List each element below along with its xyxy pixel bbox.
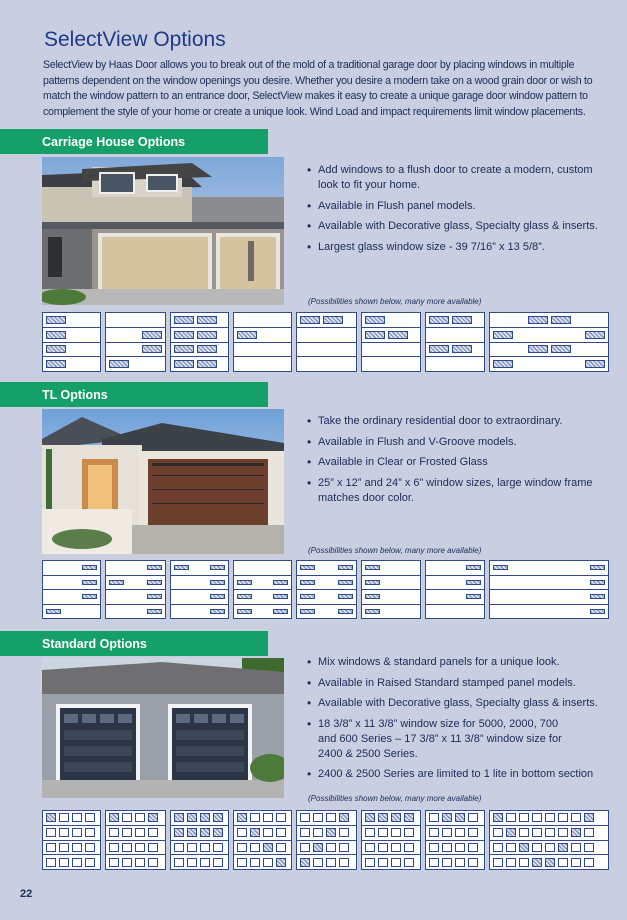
carriage-house-photo	[42, 157, 284, 305]
door-example	[296, 810, 357, 870]
carriage-house-heading: Carriage House Options	[0, 129, 268, 154]
carriage-door-examples	[42, 312, 609, 372]
door-example	[489, 560, 609, 619]
door-example	[233, 312, 292, 372]
door-example	[42, 560, 101, 619]
door-example	[170, 560, 229, 619]
standard-bullet: • Available in Raised Standard stamped panel models.	[306, 676, 606, 691]
tl-bullet: • Available in Clear or Frosted Glass	[306, 455, 606, 470]
standard-options-heading: Standard Options	[0, 631, 268, 656]
carriage-bullet: • Largest glass window size - 39 7/16” x 13 5/8”.	[306, 240, 606, 255]
carriage-house-bullets	[306, 163, 606, 260]
door-example	[105, 560, 166, 619]
door-example	[361, 810, 421, 870]
standard-options-bullets	[306, 655, 606, 788]
tl-possibilities-note: (Possibilities shown below, many more available)	[308, 546, 482, 555]
door-example	[233, 810, 292, 870]
intro-paragraph: SelectView by Haas Door allows you to break out of the mold of a traditional garage door by placing windows in multiple patterns dependent on the window openings you desire. Whether you desire a modern take on a wood grain door or wish to match the window pattern to an entrance door, SelectView makes it easy to create a unique garage door window pattern to complement the style of your home or create a unique look. Wind Load and impact requirements limit window placements.	[43, 59, 593, 118]
carriage-bullet: • Available in Flush panel models.	[306, 199, 606, 214]
tl-bullet: • 25” x 12” and 24” x 6” window sizes, large window frame matches door color.	[306, 476, 606, 506]
standard-possibilities-note: (Possibilities shown below, many more available)	[308, 794, 482, 803]
door-example	[170, 312, 229, 372]
door-example	[361, 312, 421, 372]
page-number: 22	[20, 888, 33, 900]
standard-bullet: • 18 3/8” x 11 3/8” window size for 5000, 2000, 700 and 600 Series – 17 3/8” x 11 3/8” window size for 2400 & 2500 Series.	[306, 717, 568, 762]
tl-door-examples	[42, 560, 609, 619]
door-example	[489, 810, 609, 870]
tl-options-photo	[42, 409, 284, 554]
door-example	[42, 810, 101, 870]
tl-bullet: • Available in Flush and V-Groove models.	[306, 435, 606, 450]
door-example	[105, 810, 166, 870]
carriage-bullet: • Available with Decorative glass, Specialty glass & inserts.	[306, 219, 606, 234]
door-example	[361, 560, 421, 619]
door-example	[42, 312, 101, 372]
door-example	[233, 560, 292, 619]
page-title: SelectView Options	[44, 28, 226, 51]
door-example	[296, 560, 357, 619]
door-example	[105, 312, 166, 372]
tl-bullet: • Take the ordinary residential door to extraordinary.	[306, 414, 606, 429]
door-example	[170, 810, 229, 870]
tl-options-heading: TL Options	[0, 382, 268, 407]
standard-bullet: • 2400 & 2500 Series are limited to 1 lite in bottom section	[306, 767, 606, 782]
door-example	[425, 312, 485, 372]
door-example	[489, 312, 609, 372]
carriage-bullet: • Add windows to a flush door to create a modern, custom look to fit your home.	[306, 163, 606, 193]
standard-door-examples	[42, 810, 609, 870]
door-example	[425, 810, 485, 870]
carriage-possibilities-note: (Possibilities shown below, many more available)	[308, 297, 482, 306]
tl-options-bullets	[306, 414, 606, 511]
standard-options-photo	[42, 658, 284, 798]
door-example	[425, 560, 485, 619]
door-example	[296, 312, 357, 372]
standard-bullet: • Mix windows & standard panels for a unique look.	[306, 655, 606, 670]
standard-bullet: • Available with Decorative glass, Specialty glass & inserts.	[306, 696, 606, 711]
